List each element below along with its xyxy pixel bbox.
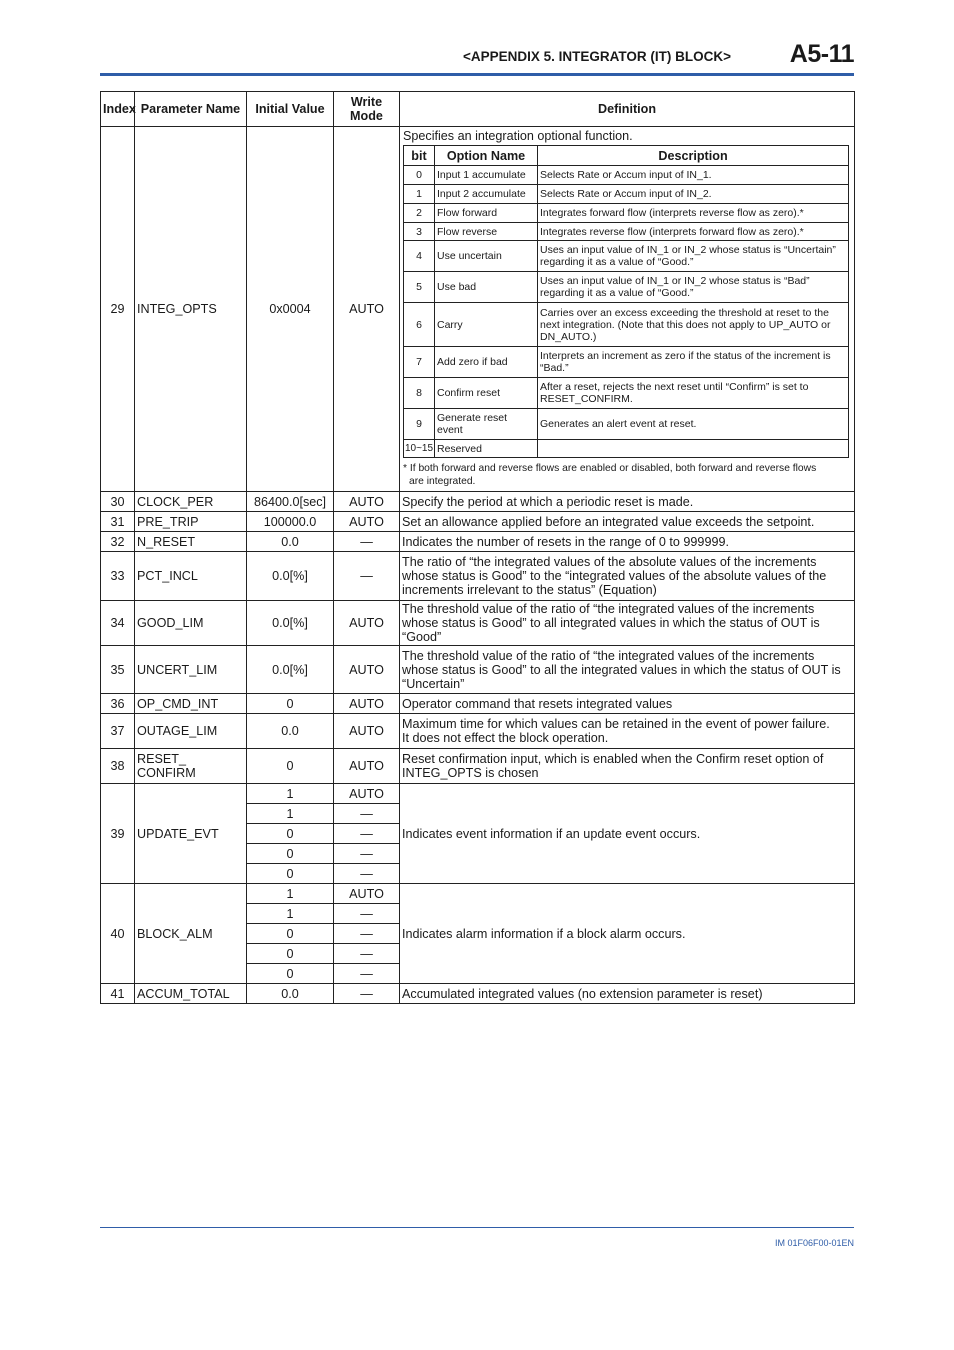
- row-definition: Indicates alarm information if a block alarm occurs.: [400, 884, 855, 984]
- row-index: 30: [101, 492, 135, 512]
- parameter-table: [100, 91, 855, 1004]
- row-initial-value: 0.0: [247, 714, 334, 749]
- row-definition: Set an allowance applied before an integrated value exceeds the setpoint.: [400, 512, 855, 532]
- table-row: [101, 127, 855, 492]
- definition-line: It does not effect the block operation.: [402, 731, 609, 745]
- section-title: <APPENDIX 5. INTEGRATOR (IT) BLOCK>: [462, 49, 731, 64]
- row-index: 34: [101, 601, 135, 646]
- table-row: [101, 784, 855, 804]
- row-initial-value: 1: [247, 784, 334, 804]
- bit-description: Uses an input value of IN_1 or IN_2 whose status is “Uncertain” regarding it as a value of “Good.”: [538, 241, 849, 272]
- row-write-mode: AUTO: [334, 601, 400, 646]
- row-param-name: PRE_TRIP: [135, 512, 247, 532]
- bit-number: 10~15: [404, 440, 435, 458]
- row-write-mode: —: [334, 964, 400, 984]
- row-initial-value: 1: [247, 804, 334, 824]
- row-index: 37: [101, 714, 135, 749]
- table-row: [101, 646, 855, 694]
- bit-number: 6: [404, 303, 435, 347]
- bit-number: 5: [404, 272, 435, 303]
- integ-opts-intro: Specifies an integration optional function.: [403, 129, 633, 143]
- row-param-name: BLOCK_ALM: [135, 884, 247, 984]
- row-write-mode: —: [334, 944, 400, 964]
- row-initial-value: 0: [247, 964, 334, 984]
- row-initial-value: 0x0004: [247, 127, 334, 492]
- footnote: [402, 458, 852, 490]
- bit-row: [404, 204, 849, 223]
- row-write-mode: AUTO: [334, 714, 400, 749]
- bit-number: 0: [404, 166, 435, 185]
- bit-option-name: Input 1 accumulate: [435, 166, 538, 185]
- row-index: 33: [101, 552, 135, 601]
- bit-option-name: Carry: [435, 303, 538, 347]
- bit-row: [404, 185, 849, 204]
- bit-option-name: Input 2 accumulate: [435, 185, 538, 204]
- row-index: 38: [101, 749, 135, 784]
- row-definition: Reset confirmation input, which is enabled when the Confirm reset option of INTEG_OPTS is chosen: [400, 749, 855, 784]
- bit-description: Uses an input value of IN_1 or IN_2 whose status is “Bad” regarding it as a value of “Good.”: [538, 272, 849, 303]
- row-write-mode: —: [334, 984, 400, 1004]
- bit-row: [404, 166, 849, 185]
- row-initial-value: 1: [247, 884, 334, 904]
- row-write-mode: —: [334, 552, 400, 601]
- col-parameter-name: Parameter Name: [135, 92, 247, 127]
- bit-number: 7: [404, 347, 435, 378]
- bit-description: Generates an alert event at reset.: [538, 409, 849, 440]
- row-param-name: N_RESET: [135, 532, 247, 552]
- row-definition: [400, 127, 855, 492]
- bit-description: Carries over an excess exceeding the threshold at reset to the next integration. (Note that this does not apply to UP_AUTO or DN_AUTO.): [538, 303, 849, 347]
- row-definition: Operator command that resets integrated values: [400, 694, 855, 714]
- bit-row: [404, 378, 849, 409]
- row-index: 29: [101, 127, 135, 492]
- bit-option-name: Flow forward: [435, 204, 538, 223]
- bit-description: [538, 440, 849, 458]
- bit-description: Selects Rate or Accum input of IN_2.: [538, 185, 849, 204]
- row-index: 39: [101, 784, 135, 884]
- table-row: [101, 552, 855, 601]
- row-initial-value: 0.0: [247, 984, 334, 1004]
- bit-row: [404, 272, 849, 303]
- bit-number: 1: [404, 185, 435, 204]
- row-param-name: CLOCK_PER: [135, 492, 247, 512]
- row-param-name: ACCUM_TOTAL: [135, 984, 247, 1004]
- row-write-mode: AUTO: [334, 512, 400, 532]
- row-index: 32: [101, 532, 135, 552]
- table-row: [101, 492, 855, 512]
- row-write-mode: AUTO: [334, 749, 400, 784]
- bit-table-header: [404, 146, 849, 166]
- table-row: [101, 532, 855, 552]
- header-rule: [100, 73, 854, 76]
- param-name-line: RESET_: [137, 752, 186, 766]
- row-write-mode: —: [334, 844, 400, 864]
- row-write-mode: AUTO: [334, 784, 400, 804]
- bit-col-description: Description: [538, 146, 849, 166]
- row-initial-value: 0: [247, 864, 334, 884]
- bit-number: 9: [404, 409, 435, 440]
- table-row: [101, 714, 855, 749]
- bit-row: [404, 223, 849, 241]
- col-index: Index: [101, 92, 135, 127]
- row-definition: The ratio of “the integrated values of the absolute values of the increments whose status is Good” to the “integrated values of the absolute values of the increments irrelevant to the status” (Equation): [400, 552, 855, 601]
- definition-line: Maximum time for which values can be retained in the event of power failure.: [402, 717, 830, 731]
- bit-row: [404, 409, 849, 440]
- bit-description: After a reset, rejects the next reset until “Confirm” is set to RESET_CONFIRM.: [538, 378, 849, 409]
- row-definition: Indicates event information if an update event occurs.: [400, 784, 855, 884]
- row-write-mode: AUTO: [334, 127, 400, 492]
- row-initial-value: 0: [247, 824, 334, 844]
- row-write-mode: —: [334, 804, 400, 824]
- row-write-mode: —: [334, 532, 400, 552]
- row-initial-value: 0.0[%]: [247, 601, 334, 646]
- row-initial-value: 0: [247, 924, 334, 944]
- row-param-name: [135, 749, 247, 784]
- table-row: [101, 984, 855, 1004]
- table-row: [101, 512, 855, 532]
- row-initial-value: 0: [247, 749, 334, 784]
- bit-description: Selects Rate or Accum input of IN_1.: [538, 166, 849, 185]
- bit-description: Interprets an increment as zero if the status of the increment is “Bad.”: [538, 347, 849, 378]
- row-param-name: PCT_INCL: [135, 552, 247, 601]
- table-row: [101, 694, 855, 714]
- integ-opts-bit-table: [403, 145, 849, 458]
- bit-row: [404, 241, 849, 272]
- row-param-name: GOOD_LIM: [135, 601, 247, 646]
- row-param-name: UNCERT_LIM: [135, 646, 247, 694]
- table-header-row: [101, 92, 855, 127]
- row-param-name: OUTAGE_LIM: [135, 714, 247, 749]
- row-definition: Accumulated integrated values (no extension parameter is reset): [400, 984, 855, 1004]
- row-param-name: OP_CMD_INT: [135, 694, 247, 714]
- row-initial-value: 100000.0: [247, 512, 334, 532]
- row-initial-value: 0.0[%]: [247, 646, 334, 694]
- page-header: [100, 40, 854, 74]
- row-write-mode: AUTO: [334, 492, 400, 512]
- row-write-mode: AUTO: [334, 646, 400, 694]
- table-row: [101, 749, 855, 784]
- row-index: 41: [101, 984, 135, 1004]
- bit-col-bit: bit: [404, 146, 435, 166]
- bit-option-name: Add zero if bad: [435, 347, 538, 378]
- footnote-line-1: * If both forward and reverse flows are enabled or disabled, both forward and reverse flows: [403, 463, 817, 474]
- col-write-mode: Write Mode: [334, 92, 400, 127]
- row-initial-value: 0.0: [247, 532, 334, 552]
- row-definition: [400, 714, 855, 749]
- row-initial-value: 86400.0[sec]: [247, 492, 334, 512]
- row-definition: The threshold value of the ratio of “the integrated values of the increments whose status is Good” to all the integrated values in which the status of OUT is “Uncertain”: [400, 646, 855, 694]
- bit-number: 2: [404, 204, 435, 223]
- bit-option-name: Use uncertain: [435, 241, 538, 272]
- bit-option-name: Confirm reset: [435, 378, 538, 409]
- bit-description: Integrates reverse flow (interprets forward flow as zero).*: [538, 223, 849, 241]
- bit-option-name: Generate reset event: [435, 409, 538, 440]
- row-initial-value: 0.0[%]: [247, 552, 334, 601]
- row-write-mode: —: [334, 824, 400, 844]
- bit-col-option: Option Name: [435, 146, 538, 166]
- row-initial-value: 0: [247, 694, 334, 714]
- row-definition: Specify the period at which a periodic reset is made.: [400, 492, 855, 512]
- footer-rule: [100, 1227, 854, 1228]
- row-initial-value: 0: [247, 944, 334, 964]
- bit-row: [404, 303, 849, 347]
- row-param-name: INTEG_OPTS: [135, 127, 247, 492]
- row-definition: Indicates the number of resets in the range of 0 to 999999.: [400, 532, 855, 552]
- row-initial-value: 1: [247, 904, 334, 924]
- row-index: 36: [101, 694, 135, 714]
- row-param-name: UPDATE_EVT: [135, 784, 247, 884]
- param-name-line: CONFIRM: [137, 766, 196, 780]
- col-definition: Definition: [400, 92, 855, 127]
- bit-option-name: Reserved: [435, 440, 538, 458]
- bit-option-name: Flow reverse: [435, 223, 538, 241]
- bit-option-name: Use bad: [435, 272, 538, 303]
- col-initial-value: Initial Value: [247, 92, 334, 127]
- row-index: 31: [101, 512, 135, 532]
- bit-row: [404, 347, 849, 378]
- row-write-mode: —: [334, 864, 400, 884]
- bit-number: 4: [404, 241, 435, 272]
- row-write-mode: —: [334, 904, 400, 924]
- row-write-mode: AUTO: [334, 884, 400, 904]
- row-definition: The threshold value of the ratio of “the integrated values of the increments whose status is Good” to all integrated values in which the status of OUT is “Good”: [400, 601, 855, 646]
- footnote-line-2: are integrated.: [409, 476, 476, 487]
- bit-number: 8: [404, 378, 435, 409]
- row-index: 40: [101, 884, 135, 984]
- bit-row: [404, 440, 849, 458]
- row-write-mode: AUTO: [334, 694, 400, 714]
- row-initial-value: 0: [247, 844, 334, 864]
- table-row: [101, 884, 855, 904]
- page-number: A5-11: [789, 40, 854, 68]
- document-id: IM 01F06F00-01EN: [774, 1238, 854, 1248]
- bit-number: 3: [404, 223, 435, 241]
- table-row: [101, 601, 855, 646]
- bit-description: Integrates forward flow (interprets reverse flow as zero).*: [538, 204, 849, 223]
- row-write-mode: —: [334, 924, 400, 944]
- row-index: 35: [101, 646, 135, 694]
